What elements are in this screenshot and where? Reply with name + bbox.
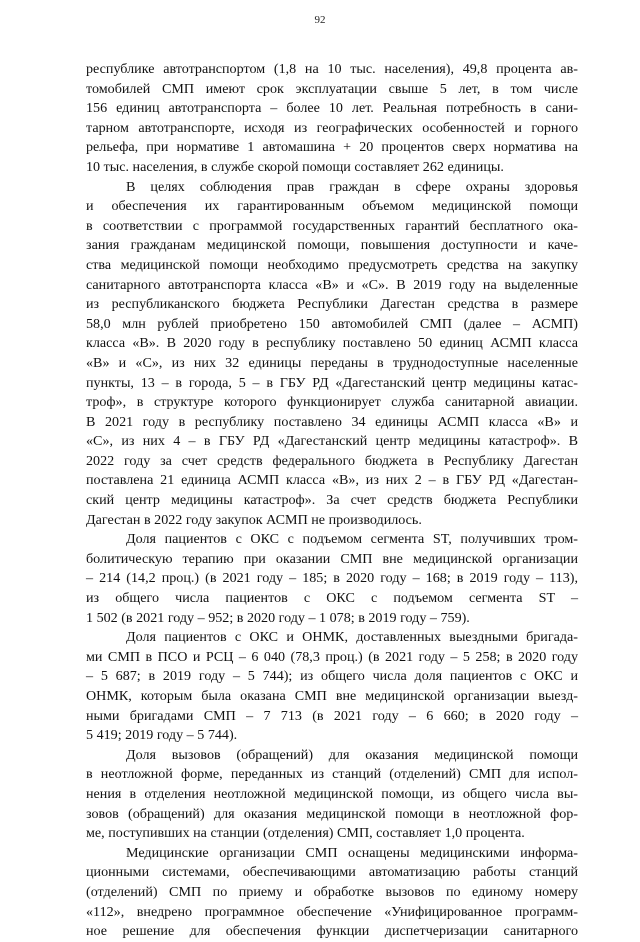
text-line: ства медицинской помощи необходимо предусмотреть средства на закупку [86,256,578,273]
text-line: ми СМП в ПСО и РСЦ – 6 040 (78,3 проц.) (в 2021 году – 5 258; в 2020 году [86,648,578,665]
text-line: Доля пациентов с ОКС и ОНМК, доставленных выездными бригада- [126,629,578,646]
page-number: 92 [314,14,326,26]
text-line: ме, поступивших на станции (отделения) СМП, составляет 1,0 процента. [86,825,525,842]
paragraph-vehicle-procurement [86,178,578,531]
text-line: Доля вызовов (обращений) для оказания медицинской помощи [126,746,578,763]
text-line: 1 502 (в 2021 году – 952; в 2020 году – 1 078; в 2019 году – 759). [86,609,470,626]
text-line: рельефа, при нормативе 1 автомашина + 20 процентов сверх норматива на [86,139,578,156]
text-line: из общего числа пациентов с ОКС с подъемом сегмента ST – [86,590,578,607]
text-line: «112», внедрено программное обеспечение «Унифицированное программ- [86,903,578,920]
text-line: тарном автотранспорте, исходя из географических особенностей и горного [86,119,578,136]
text-line: ОНМК, которым была оказана СМП вне медицинской организации выезд- [86,688,578,704]
text-line: 156 единиц автотранспорта – более 10 лет. Реальная потребность в сани- [86,100,578,117]
text-line: (отделений) СМП по приему и обработке вызовов по единому номеру [86,883,578,900]
text-line: из республиканского бюджета Республики Дагестан средства в размере [86,296,578,313]
text-line: В 2021 году в республику поставлено 34 единицы АСМП класса «В» и [86,413,578,430]
paragraph-vehicle-age [86,60,578,178]
text-line: «С», из них 4 – в ГБУ РД «Дагестанский центр медицины катастроф». В [86,433,578,450]
text-line: болитическую терапию при оказании СМП вне медицинской организации [86,550,578,567]
text-line: в неотложной форме, переданных из станций (отделений) СМП для испол- [86,766,578,783]
paragraph-information-systems [86,844,578,942]
text-line: ский центр медицины катастроф». За счет средств бюджета Республики [86,492,578,509]
text-line: пункты, 13 – в города, 5 – в ГБУ РД «Дагестанский центр медицины катас- [86,374,578,391]
text-line: 2022 году за счет средств федерального бюджета в Республику Дагестан [86,452,578,469]
text-line: ными бригадами СМП – 7 713 (в 2021 году – 6 660; в 2020 году – [86,707,578,724]
text-line: Медицинские организации СМП оснащены медицинскими информа- [126,844,578,861]
text-line: 5 419; 2019 году – 5 744). [86,727,238,744]
text-line: – 214 (14,2 проц.) (в 2021 году – 185; в 2020 году – 168; в 2019 году – 113), [86,570,578,587]
text-line: и обеспечения их гарантированным объемом медицинской помощи [86,198,578,215]
text-line: нения в отделения неотложной медицинской помощи, из общего числа вы- [86,785,578,802]
text-line: зания гражданам медицинской помощи, повышения доступности и каче- [86,237,578,254]
paragraph-oks-thrombolysis [86,530,578,628]
text-line: 58,0 млн рублей приобретено 150 автомобилей СМП (далее – АСМП) [86,315,578,332]
text-line: санитарного автотранспорта класса «В» и «С». В 2019 году на выделенные [86,276,578,293]
text-line: томобилей СМП имеют срок эксплуатации свыше 5 лет, в том числе [86,80,578,97]
text-line: 10 тыс. населения, в службе скорой помощи составляет 262 единицы. [86,158,504,175]
document-body [86,60,578,942]
text-line: Доля пациентов с ОКС с подъемом сегмента ST, получивших тром- [126,531,578,548]
paragraph-oks-onmk-delivery [86,628,578,746]
text-line: – 5 687; в 2019 году – 5 744); из общего числа доля пациентов с ОКС и [86,668,578,685]
text-line: В целях соблюдения прав граждан в сфере охраны здоровья [126,178,578,195]
text-line: в соответствии с программой государственных гарантий бесплатного ока- [86,217,578,234]
text-line: ционными системами, обеспечивающими автоматизацию работы станций [86,864,578,881]
text-line: поставлена 21 единица АСМП класса «В», из них 2 – в ГБУ РД «Дагестан- [86,472,578,489]
paragraph-urgent-calls [86,746,578,844]
text-line: ное решение для обеспечения функции диспетчеризации санитарного [86,923,578,940]
text-line: «В» и «С», из них 32 единицы переданы в труднодоступные населенные [86,354,578,371]
text-line: зовов (обращений) для оказания медицинской помощи в неотложной фор- [86,805,578,822]
text-line: Дагестан в 2022 году закупок АСМП не производилось. [86,511,422,528]
text-line: класса «В». В 2020 году в республику поставлено 50 единиц АСМП класса [86,335,578,352]
text-line: троф», в структуре которого функционирует служба санитарной авиации. [86,394,578,411]
text-line: республике автотранспортом (1,8 на 10 тыс. населения), 49,8 процента ав- [86,61,578,77]
